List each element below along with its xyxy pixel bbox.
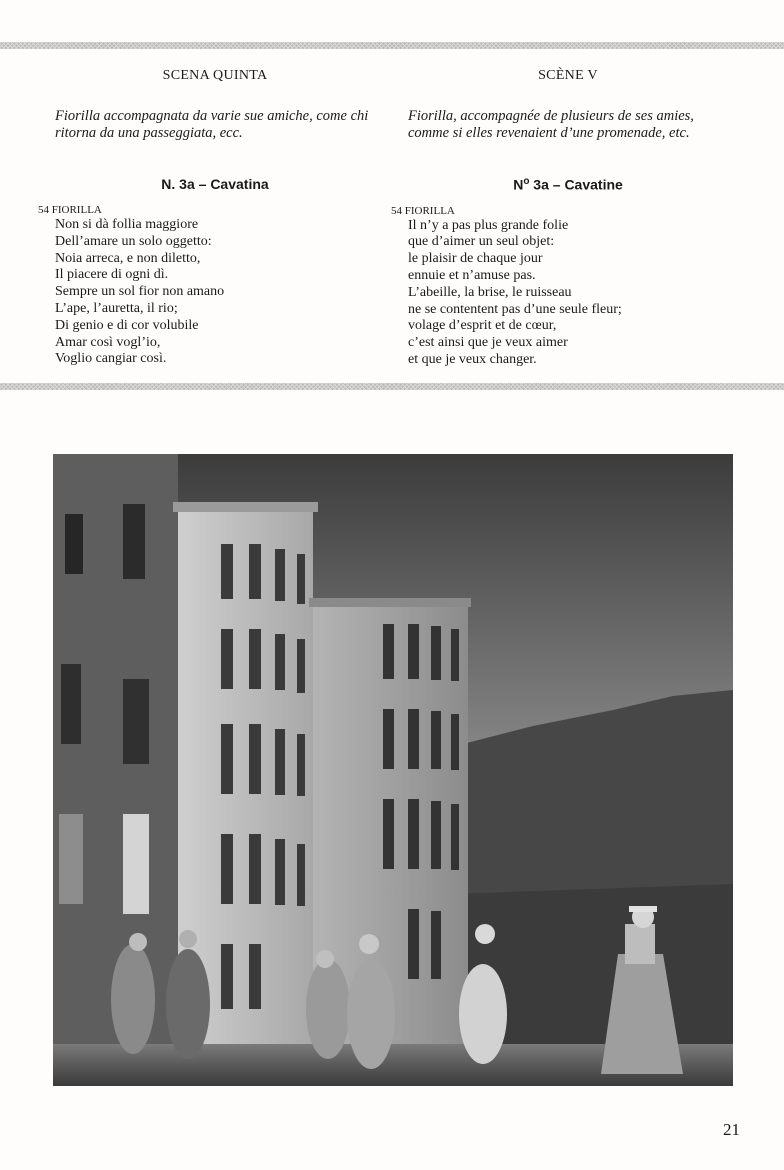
italian-character-name: FIORILLA (51, 204, 102, 216)
verse-line: ne se contentent pas d’une seule fleur; (408, 301, 622, 317)
italian-stage-direction: Fiorilla accompagnata da varie sue amiche, come chi ritorna da una passeggiata, ecc. (55, 108, 369, 141)
verse-line: Non si dà follia maggiore (55, 217, 199, 232)
stage-photograph (53, 454, 733, 1086)
verse-line: Sempre un sol fior non amano (55, 284, 225, 300)
verse-line: volage d’esprit et de cœur, (408, 318, 557, 334)
french-number-prefix: N (513, 176, 524, 193)
french-stage-direction: Fiorilla, accompagnée de plusieurs de ses amies, comme si elles revenaient d’une promenade, etc. (408, 108, 694, 141)
italian-character-line (38, 204, 380, 216)
verse-line: Il piacere di ogni dì. (55, 267, 169, 283)
italian-column (38, 68, 380, 368)
italian-line-number: 54 (38, 204, 49, 216)
french-character-line (391, 205, 733, 217)
french-number-sup: o (523, 176, 530, 187)
french-character-name: FIORILLA (404, 204, 455, 217)
french-scene-title: SCÈNE V (538, 68, 598, 83)
verse-line: Di genio e di cor volubile (55, 317, 199, 333)
italian-verse-list (55, 217, 380, 368)
page-number: 21 (723, 1120, 740, 1139)
verse-line: c’est ainsi que je veux aimer (408, 335, 568, 351)
french-column (391, 68, 733, 369)
french-number-rest: 3a – Cavatine (529, 176, 623, 193)
verse-line: Noia arreca, e non diletto, (55, 250, 201, 266)
verse-line: le plaisir de chaque jour (408, 251, 543, 267)
top-hatched-rule (0, 42, 784, 49)
french-number-title (403, 176, 733, 193)
verse-line: Voglio cangiar così. (55, 351, 167, 367)
verse-line: L’abeille, la brise, le ruisseau (408, 284, 572, 300)
stage-photograph-drawing (53, 454, 733, 1086)
verse-line: et que je veux changer. (408, 352, 537, 368)
verse-line: ennuie et n’amuse pas. (408, 268, 536, 284)
italian-scene-title: SCENA QUINTA (162, 68, 268, 83)
french-verse-list (408, 218, 733, 369)
verse-line: Amar così vogl’io, (55, 334, 161, 350)
verse-line: Dell’amare un solo oggetto: (55, 233, 212, 249)
french-line-number: 54 (391, 204, 402, 217)
italian-number-title: N. 3a – Cavatina (161, 176, 269, 192)
verse-line: L’ape, l’auretta, il rio; (55, 300, 178, 316)
verse-line: que d’aimer un seul objet: (408, 234, 555, 250)
verse-line: Il n’y a pas plus grande folie (408, 217, 569, 233)
middle-hatched-rule (0, 383, 784, 390)
